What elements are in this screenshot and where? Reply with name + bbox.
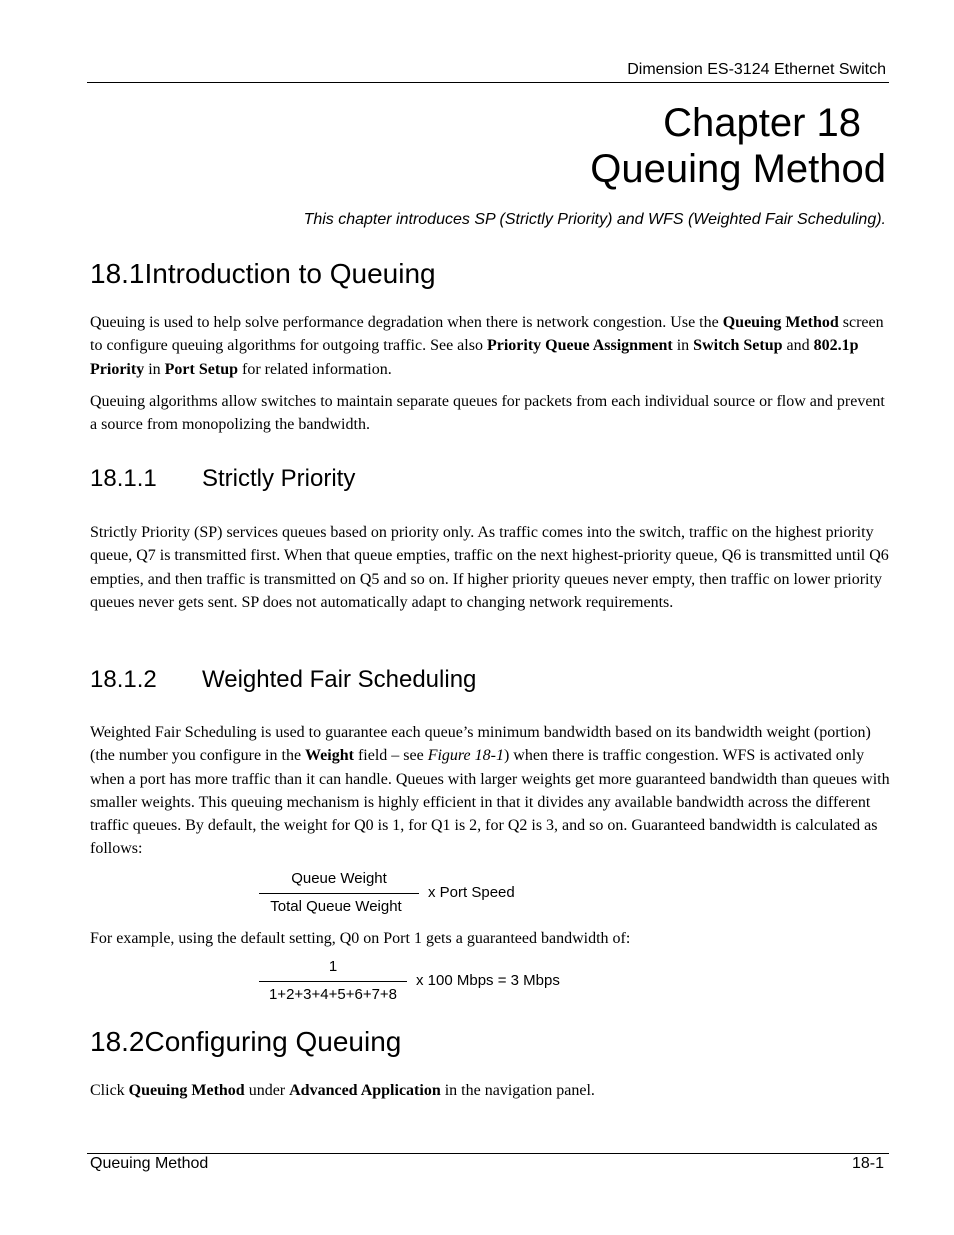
paragraph: Queuing algorithms allow switches to maintain separate queues for packets from each individual source or flow and prevent a source from monopolizing the bandwidth. — [90, 393, 885, 434]
page-number: 18-1 — [851, 1155, 884, 1172]
formula-numerator: 1 — [328, 958, 338, 975]
formula-denominator: 1+2+3+4+5+6+7+8 — [268, 986, 398, 1003]
subsection-number: 18.1.1 — [90, 465, 157, 492]
subsection-heading-18-1-1 — [90, 464, 355, 494]
section-number: 18.2 — [90, 1026, 145, 1057]
chapter-number: Chapter 18 — [663, 101, 861, 145]
paragraph: Click Queuing Method under Advanced Application in the navigation panel. — [90, 1082, 595, 1099]
running-footer-title: Queuing Method — [90, 1155, 209, 1172]
footer-rule — [87, 1153, 889, 1154]
paragraph: Weighted Fair Scheduling is used to guarantee each queue’s minimum bandwidth based on its bandwidth weight (portion) (the number you configure in the Weight field – see Figure 18-1) when there is traffic congestion. WFS is activated only when a port has more traffic than it can handle. Queues with larger weights get more guaranteed bandwidth than queues with smaller weights. This queuing mechanism is highly efficient in that it divides any available bandwidth across the different traffic queues. By default, the weight for Q0 is 1, for Q1 is 2, for Q2 is 3, and so on. Guaranteed bandwidth is calculated as follows: — [90, 724, 890, 858]
chapter-title: Queuing Method — [590, 147, 886, 191]
section-heading-18-2 — [90, 1025, 401, 1059]
subsection-heading-18-1-2 — [90, 665, 476, 695]
formula-numerator: Queue Weight — [291, 870, 387, 887]
section-title: Configuring Queuing — [144, 1026, 402, 1057]
header-rule — [87, 82, 889, 83]
section-title: Introduction to Queuing — [144, 258, 436, 289]
formula-denominator: Total Queue Weight — [270, 898, 402, 915]
subsection-number: 18.1.2 — [90, 666, 157, 693]
section-heading-18-1 — [90, 257, 436, 291]
fraction-bar — [259, 893, 419, 894]
running-header: Dimension ES-3124 Ethernet Switch — [627, 61, 886, 78]
fraction-bar — [259, 981, 407, 982]
formula-suffix: x Port Speed — [428, 884, 515, 901]
formula-suffix: x 100 Mbps = 3 Mbps — [416, 972, 560, 989]
paragraph: For example, using the default setting, Q0 on Port 1 gets a guaranteed bandwidth of: — [90, 930, 631, 947]
paragraph: Strictly Priority (SP) services queues based on priority only. As traffic comes into the switch, traffic on the highest priority queue, Q7 is transmitted first. When that queue empties, traffic on the next highest-priority queue, Q6 is transmitted until Q6 empties, and then traffic is transmitted on Q5 and so on. If higher priority queues never empty, then traffic on lower priority queues never gets sent. SP does not automatically adapt to changing network requirements. — [90, 524, 889, 611]
section-number: 18.1 — [90, 258, 145, 289]
paragraph: Queuing is used to help solve performance degradation when there is network congestion. Use the Queuing Method screen to configure queuing algorithms for outgoing traffic. See also Priority Queue Assignment in Switch Setup and 802.1p Priority in Port Setup for related information. — [90, 314, 884, 378]
subsection-title: Strictly Priority — [202, 465, 356, 492]
subsection-title: Weighted Fair Scheduling — [202, 666, 477, 693]
chapter-intro: This chapter introduces SP (Strictly Priority) and WFS (Weighted Fair Scheduling). — [303, 211, 886, 228]
